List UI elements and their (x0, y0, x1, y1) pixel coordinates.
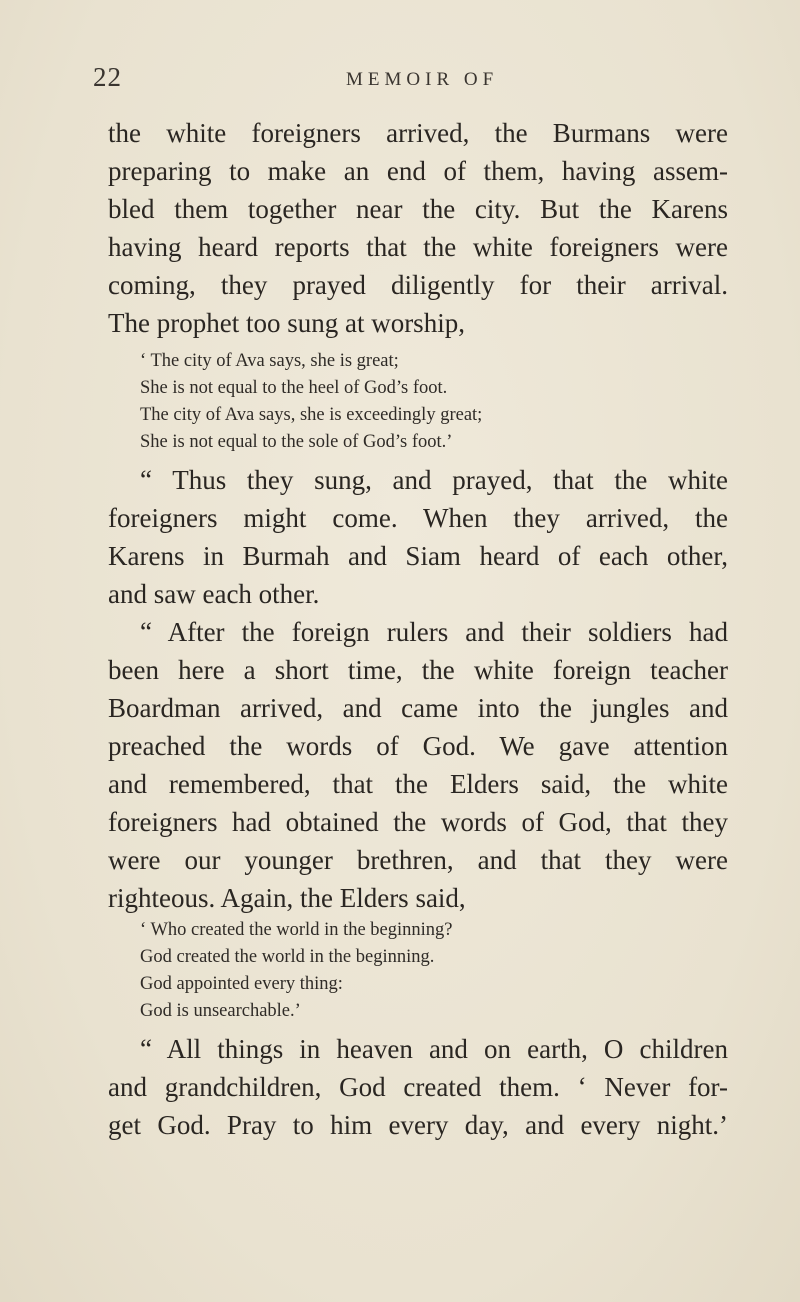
verse-2 (140, 917, 453, 1025)
verse-line: She is not equal to the sole of God’s foot.’ (140, 432, 453, 452)
verse-line: God appointed every thing: (140, 974, 343, 994)
text-line: preparing to make an end of them, having assem- (108, 156, 728, 186)
text-line: righteous. Again, the Elders said, (108, 883, 466, 913)
paragraph-1 (108, 114, 728, 342)
text-line: were our younger brethren, and that they were (108, 845, 728, 875)
verse-line: God is unsearchable.’ (140, 1001, 301, 1021)
page-header (0, 62, 800, 92)
paragraph-3 (108, 613, 728, 917)
text-line: Karens in Burmah and Siam heard of each other, (108, 541, 728, 571)
text-line: and remembered, that the Elders said, the white (108, 769, 728, 799)
page-number: 22 (93, 62, 122, 92)
verse-line: God created the world in the beginning. (140, 947, 435, 967)
text-line: foreigners had obtained the words of God, that they (108, 807, 728, 837)
paragraph-4 (108, 1030, 728, 1144)
running-head: MEMOIR OF (346, 69, 499, 90)
verse-line: She is not equal to the heel of God’s foot. (140, 378, 448, 398)
verse-line: The city of Ava says, she is exceedingly great; (140, 405, 483, 425)
text-line: bled them together near the city. But the Karens (108, 194, 728, 224)
text-line: foreigners might come. When they arrived, the (108, 503, 728, 533)
text-line: been here a short time, the white foreign teacher (108, 655, 728, 685)
text-line: and grandchildren, God created them. ‘ Never for- (108, 1072, 728, 1102)
text-line: Boardman arrived, and came into the jungles and (108, 693, 728, 723)
text-line: having heard reports that the white foreigners were (108, 232, 728, 262)
verse-1 (140, 348, 482, 456)
verse-line: ‘ Who created the world in the beginning? (140, 920, 453, 940)
text-line: “ Thus they sung, and prayed, that the white (140, 465, 728, 495)
text-line: coming, they prayed diligently for their arrival. (108, 270, 728, 300)
text-line: and saw each other. (108, 579, 320, 609)
text-line: “ All things in heaven and on earth, O children (140, 1034, 728, 1064)
verse-line: ‘ The city of Ava says, she is great; (140, 351, 399, 371)
paragraph-2 (108, 461, 728, 613)
text-line: “ After the foreign rulers and their soldiers had (140, 617, 728, 647)
text-line: The prophet too sung at worship, (108, 308, 465, 338)
text-line: preached the words of God. We gave attention (108, 731, 728, 761)
text-line: get God. Pray to him every day, and every night.’ (108, 1110, 728, 1140)
text-line: the white foreigners arrived, the Burmans were (108, 118, 728, 148)
